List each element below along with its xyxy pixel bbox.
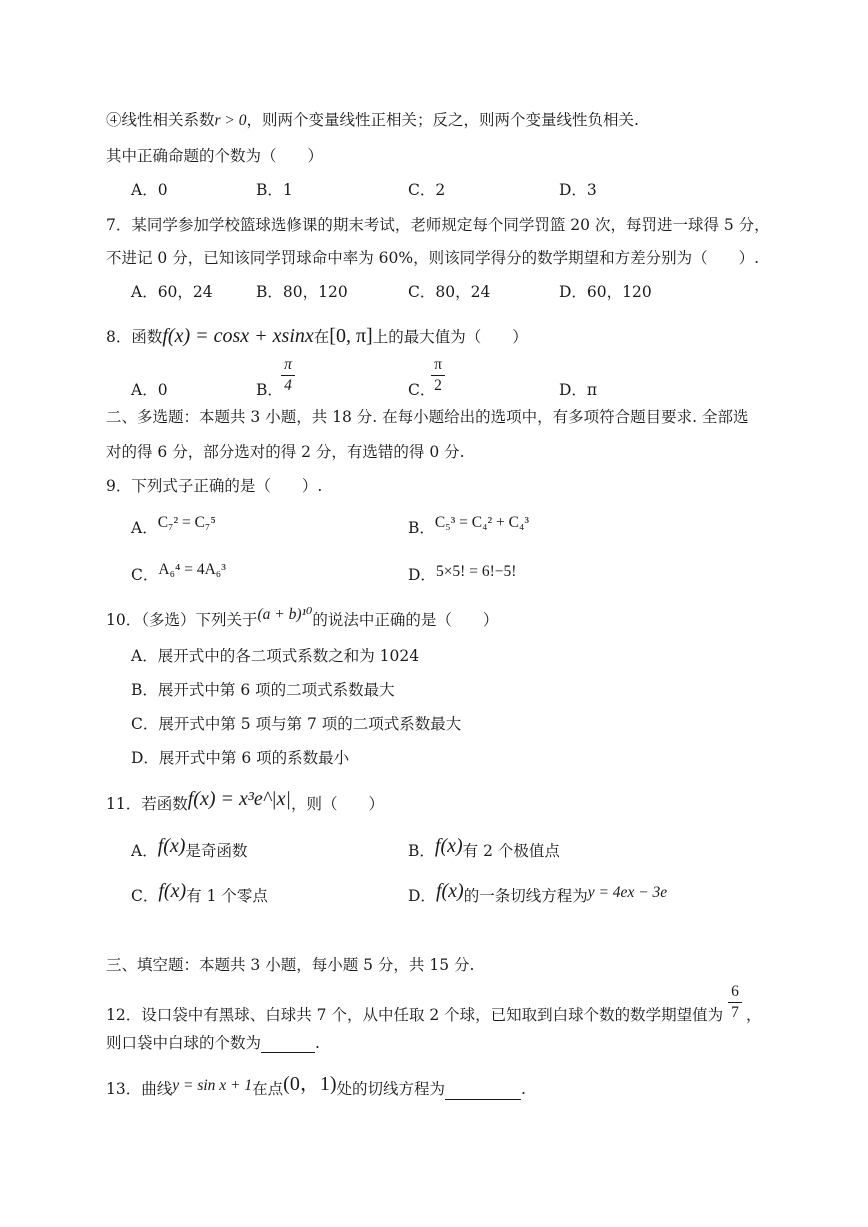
q12-numerator: 6: [731, 983, 739, 1000]
q9-option-a[interactable]: [131, 514, 216, 539]
q9-d-formula: 5×5! = 6!−5!: [435, 563, 517, 580]
q11-suffix: ，则（ ）: [291, 795, 385, 813]
question-9: 9．下列式子正确的是（ ）.: [106, 477, 323, 495]
q6-option-d[interactable]: D．3: [559, 181, 597, 199]
q8-c-numerator: π: [434, 356, 442, 373]
q9-option-b[interactable]: [408, 514, 530, 539]
q13-curve: y = sin x + 1: [172, 1077, 253, 1094]
q12-fraction: [728, 983, 742, 1022]
q9-a-formula: C₇² = C₇⁵: [157, 514, 216, 531]
q13-period: .: [521, 1080, 526, 1098]
statement-4-text: ④线性相关系数: [106, 111, 215, 129]
q7-option-b[interactable]: B．80，120: [256, 283, 348, 301]
q11-option-c[interactable]: [131, 880, 268, 906]
q13-mid: 在点: [252, 1080, 284, 1098]
q8-option-b[interactable]: B．: [256, 381, 283, 399]
question-11: [106, 788, 385, 814]
q11-a-fx: f(x): [157, 835, 186, 857]
q10-option-d[interactable]: D．展开式中第 6 项的系数最小: [131, 749, 350, 767]
q11-b-fx: f(x): [434, 835, 463, 857]
q7-option-a[interactable]: A．60，24: [131, 283, 213, 301]
q12-period: .: [315, 1034, 320, 1052]
q12-denominator: 7: [731, 1004, 739, 1021]
q7-option-d[interactable]: D．60，120: [559, 283, 652, 301]
q9-a-label: A．: [131, 519, 158, 537]
q12-answer-blank[interactable]: [261, 1036, 315, 1053]
q11-d-label: D．: [408, 887, 436, 905]
section-2-heading-line-2: 对的得 6 分，部分选对的得 2 分，有选错的得 0 分.: [106, 443, 465, 461]
q9-c-label: C．: [131, 566, 159, 584]
question-8: [106, 326, 528, 347]
q9-b-label: B．: [408, 519, 435, 537]
q8-option-a[interactable]: A．0: [131, 381, 168, 399]
statement-4-math: r > 0: [214, 112, 247, 129]
q8-option-c[interactable]: C．: [408, 381, 436, 399]
q9-option-d[interactable]: [408, 565, 516, 586]
q10-expression: (a + b)¹⁰: [257, 606, 313, 623]
question-6-prompt: 其中正确命题的个数为（ ）: [106, 147, 324, 165]
question-12-line-1: 12．设口袋中有黑球、白球共 7 个，从中任取 2 个球，已知取到白球个数的数学期望值为: [106, 1006, 724, 1024]
q11-prefix: 11．若函数: [106, 795, 188, 813]
q11-a-label: A．: [131, 842, 158, 860]
q12-text: 则口袋中白球的个数为: [106, 1034, 262, 1052]
q13-prefix: 13．曲线: [106, 1080, 173, 1098]
q10-option-b[interactable]: B．展开式中第 6 项的二项式系数最大: [131, 681, 395, 699]
q8-b-denominator: 4: [284, 377, 292, 394]
q6-option-c[interactable]: C．2: [408, 181, 446, 199]
q11-a-text: 是奇函数: [185, 842, 248, 860]
q13-point: (0，1): [283, 1073, 337, 1095]
q8-function: f(x) = cosx + xsinx: [162, 325, 314, 347]
q8-mid: 在: [313, 328, 330, 346]
q11-d-equation: y = 4ex − 3e: [587, 884, 668, 901]
statement-4: [106, 110, 639, 131]
q10-option-a[interactable]: A．展开式中的各二项式系数之和为 1024: [131, 647, 420, 665]
q8-prefix: 8．函数: [106, 328, 163, 346]
q9-option-c[interactable]: [131, 561, 226, 586]
q10-suffix: 的说法中正确的是（ ）: [312, 611, 499, 629]
question-10: [106, 606, 499, 631]
q9-b-formula: C₅³ = C₄² + C₄³: [434, 514, 530, 531]
statement-4-text-end: ，则两个变量线性正相关；反之，则两个变量线性负相关.: [246, 111, 639, 129]
section-2-heading-line-1: 二、多选题：本题共 3 小题，共 18 分. 在每小题给出的选项中，有多项符合题目要求. 全部选: [106, 408, 749, 426]
question-13: [106, 1073, 526, 1100]
q6-option-b[interactable]: B．1: [256, 181, 293, 199]
q6-option-a[interactable]: A．0: [131, 181, 168, 199]
q8-c-fraction: [431, 356, 445, 395]
q9-d-label: D．: [408, 566, 436, 584]
q10-option-c[interactable]: C．展开式中第 5 项与第 7 项的二项式系数最大: [131, 715, 462, 733]
q8-b-fraction: [281, 356, 295, 395]
q8-c-denominator: 2: [434, 377, 442, 394]
q13-suffix: 处的切线方程为: [336, 1080, 445, 1098]
question-7-line-2: 不进记 0 分，已知该同学罚球命中率为 60%，则该同学得分的数学期望和方差分别为（ ）.: [106, 249, 760, 267]
section-3-heading: 三、填空题：本题共 3 小题，每小题 5 分，共 15 分.: [106, 956, 475, 974]
q7-option-c[interactable]: C．80，24: [408, 283, 491, 301]
q8-b-numerator: π: [284, 356, 292, 373]
q8-option-d[interactable]: D．π: [559, 381, 598, 399]
q11-b-label: B．: [408, 842, 435, 860]
q10-prefix: 10．（多选）下列关于: [106, 611, 258, 629]
q11-option-a[interactable]: [131, 835, 248, 861]
question-7-line-1: 7．某同学参加学校篮球选修课的期末考试，老师规定每个同学罚篮 20 次，每罚进一球得 5 分，: [106, 216, 770, 234]
q11-b-text: 有 2 个极值点: [462, 842, 560, 860]
q11-function: f(x) = x³e^|x|: [187, 788, 292, 810]
q11-d-fx: f(x): [435, 880, 464, 902]
q11-option-b[interactable]: [408, 835, 560, 861]
q11-c-fx: f(x): [158, 880, 187, 902]
q13-answer-blank[interactable]: [445, 1083, 521, 1100]
q11-c-text: 有 1 个零点: [186, 887, 268, 905]
q8-suffix: 上的最大值为（ ）: [372, 328, 528, 346]
q11-option-d[interactable]: [408, 880, 668, 907]
q8-interval: [0, π]: [329, 325, 373, 347]
q9-c-formula: A₆⁴ = 4A₆³: [158, 561, 226, 578]
q12-comma: ，: [746, 1006, 762, 1024]
question-12-line-2: [106, 1033, 320, 1053]
q11-d-text: 的一条切线方程为: [463, 887, 588, 905]
q11-c-label: C．: [131, 887, 159, 905]
